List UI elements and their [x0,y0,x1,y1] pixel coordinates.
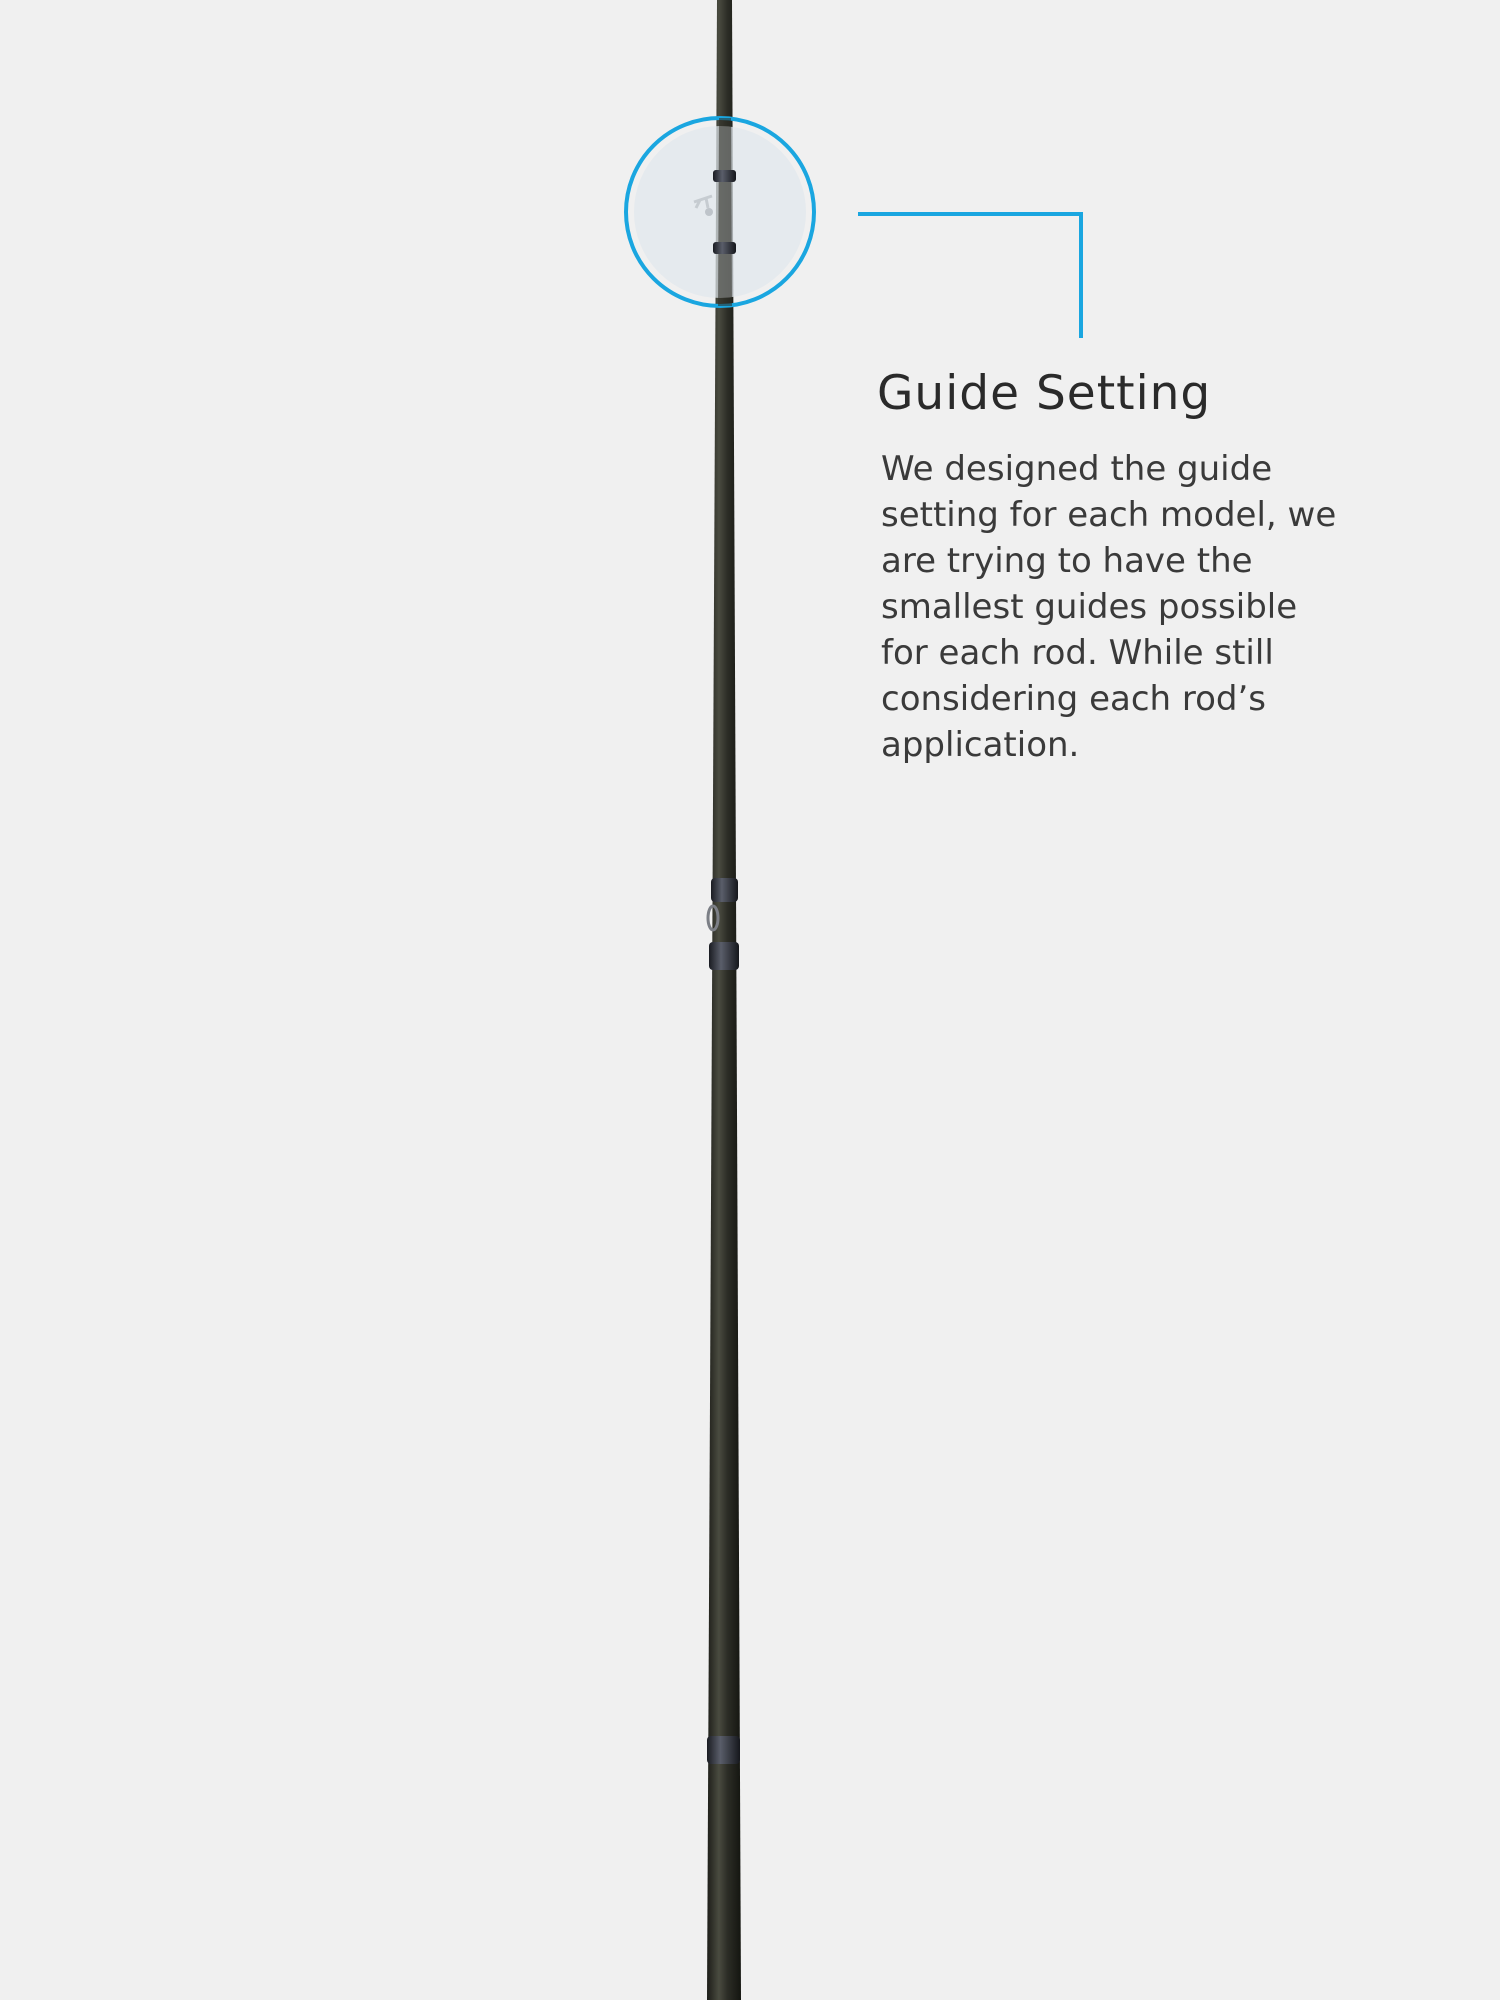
feature-title: Guide Setting [877,366,1212,421]
ferrule-icon [707,1736,740,1764]
feature-description: We designed the guide setting for each model, we are trying to have the smallest guides possible for each rod. While still considering each rod’s application. [881,449,1337,765]
callout-connector [858,214,1081,338]
